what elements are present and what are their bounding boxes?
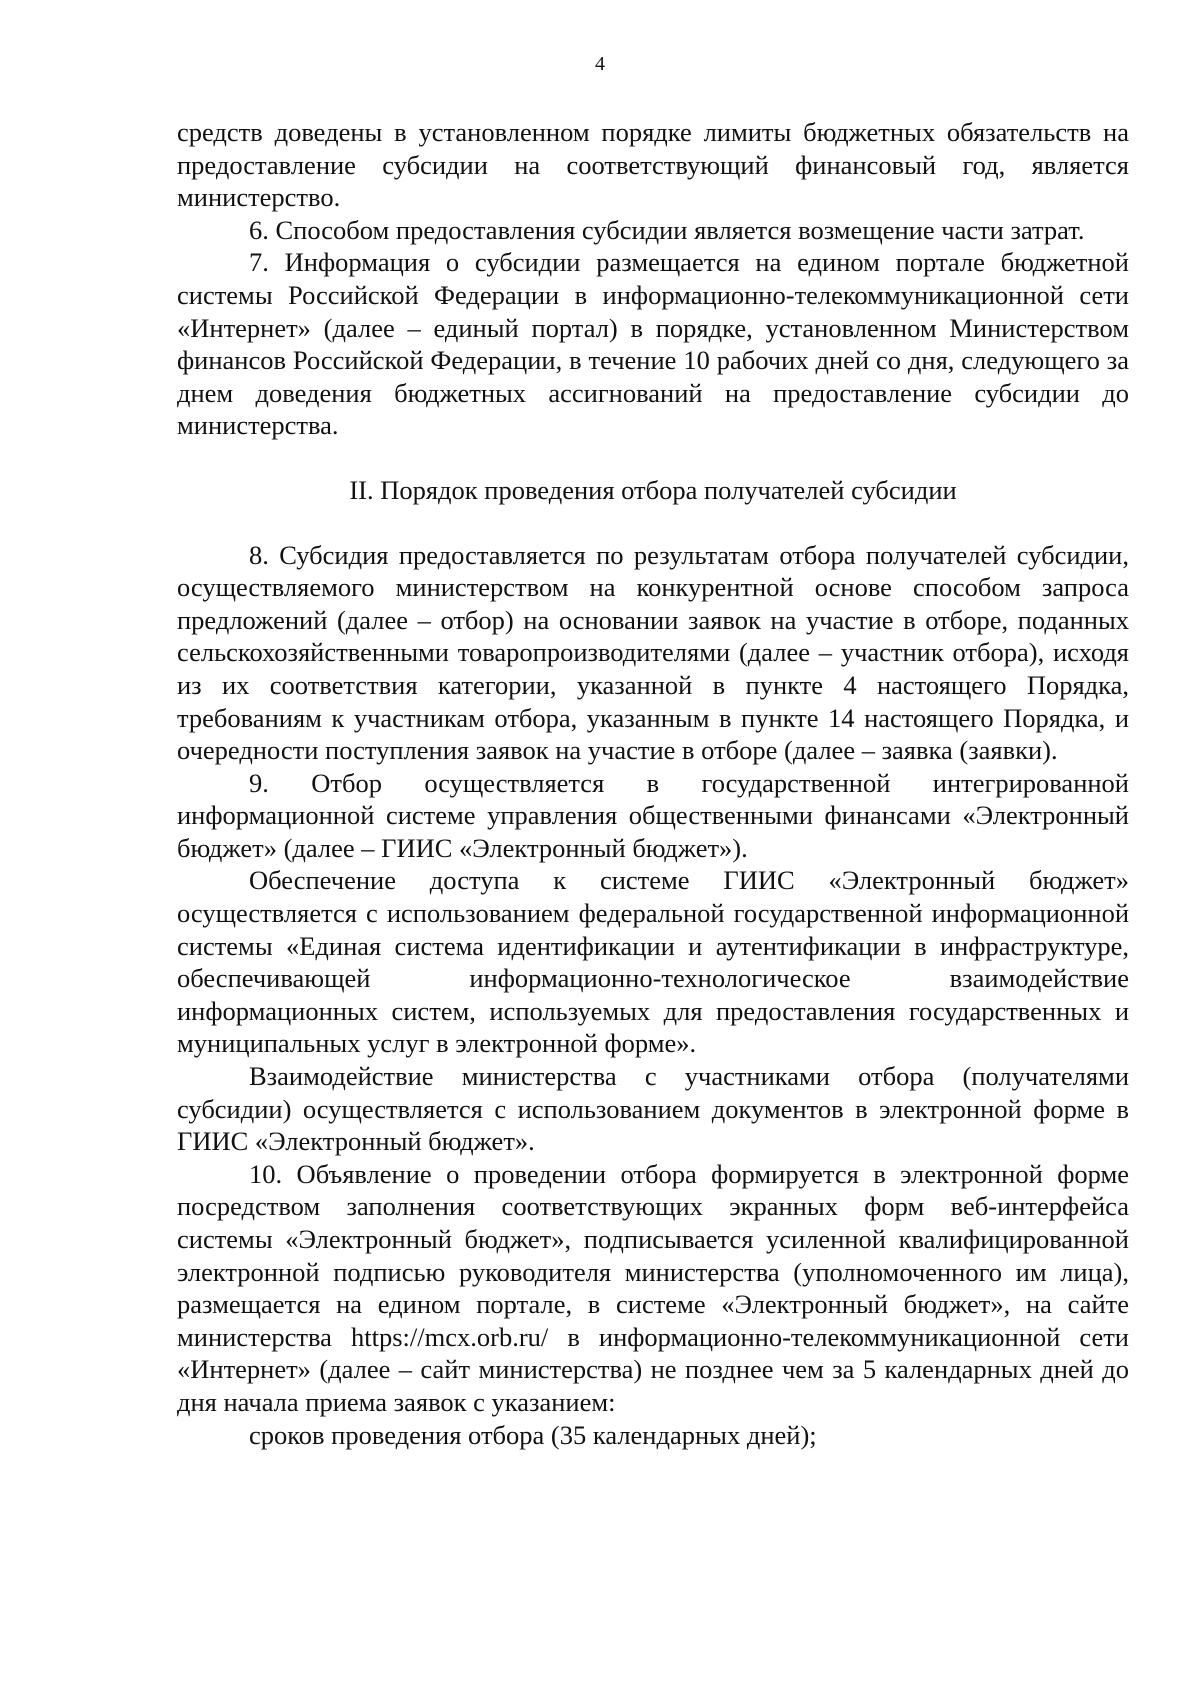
- paragraph-8: 8. Субсидия предоставляется по результатам отбора получателей субсидии, осуществляемого министерством на конкурентной основе способом запроса предложений (далее – отбор) на основании заявок на участие в отборе, поданных сельскохозяйственными товаропроизводителями (далее – участник отбора), исходя из их соответствия категории, указанной в пункте 4 настоящего Порядка, требованиям к участникам отбора, указанным в пункте 14 настоящего Порядка, и очередности поступления заявок на участие в отборе (далее – заявка (заявки).: [177, 539, 1129, 766]
- paragraph-9: 9. Отбор осуществляется в государственной интегрированной информационной системе управления общественными финансами «Электронный бюджет» (далее – ГИИС «Электронный бюджет»).: [177, 767, 1129, 863]
- page-number: 4: [595, 53, 605, 75]
- document-body: [177, 116, 1129, 1451]
- paragraph-7: 7. Информация о субсидии размещается на едином портале бюджетной системы Российской Федерации в информационно-телекоммуникационной сети «Интернет» (далее – единый портал) в порядке, установленном Министерством финансов Российской Федерации, в течение 10 рабочих дней со дня, следующего за днем доведения бюджетных ассигнований на предоставление субсидии до министерства.: [177, 247, 1129, 441]
- paragraph-continuation: средств доведены в установленном порядке лимиты бюджетных обязательств на предоставление субсидии на соответствующий финансовый год, является министерство.: [177, 117, 1129, 213]
- paragraph-10-terms: сроков проведения отбора (35 календарных дней);: [249, 1419, 817, 1450]
- paragraph-9-access: Обеспечение доступа к системе ГИИС «Электронный бюджет» осуществляется с использованием федеральной государственной информационной системы «Единая система идентификации и аутентификации в инфраструктуре, обеспечивающей информационно-технологическое взаимодействие информационных систем, используемых для предоставления государственных и муниципальных услуг в электронной форме».: [177, 865, 1129, 1059]
- paragraph-6: 6. Способом предоставления субсидии является возмещение части затрат.: [249, 214, 1085, 245]
- paragraph-9-interaction: Взаимодействие министерства с участниками отбора (получателями субсидии) осуществляется с использованием документов в электронной форме в ГИИС «Электронный бюджет».: [177, 1061, 1129, 1157]
- section-heading: II. Порядок проведения отбора получателей субсидии: [349, 474, 957, 505]
- paragraph-10: 10. Объявление о проведении отбора формируется в электронной форме посредством заполнения соответствующих экранных форм веб-интерфейса системы «Электронный бюджет», подписывается усиленной квалифицированной электронной подписью руководителя министерства (уполномоченного им лица), размещается на едином портале, в системе «Электронный бюджет», на сайте министерства https://mcx.orb.ru/ в информационно-телекоммуникационной сети «Интернет» (далее – сайт министерства) не позднее чем за 5 календарных дней до дня начала приема заявок с указанием:: [177, 1158, 1129, 1417]
